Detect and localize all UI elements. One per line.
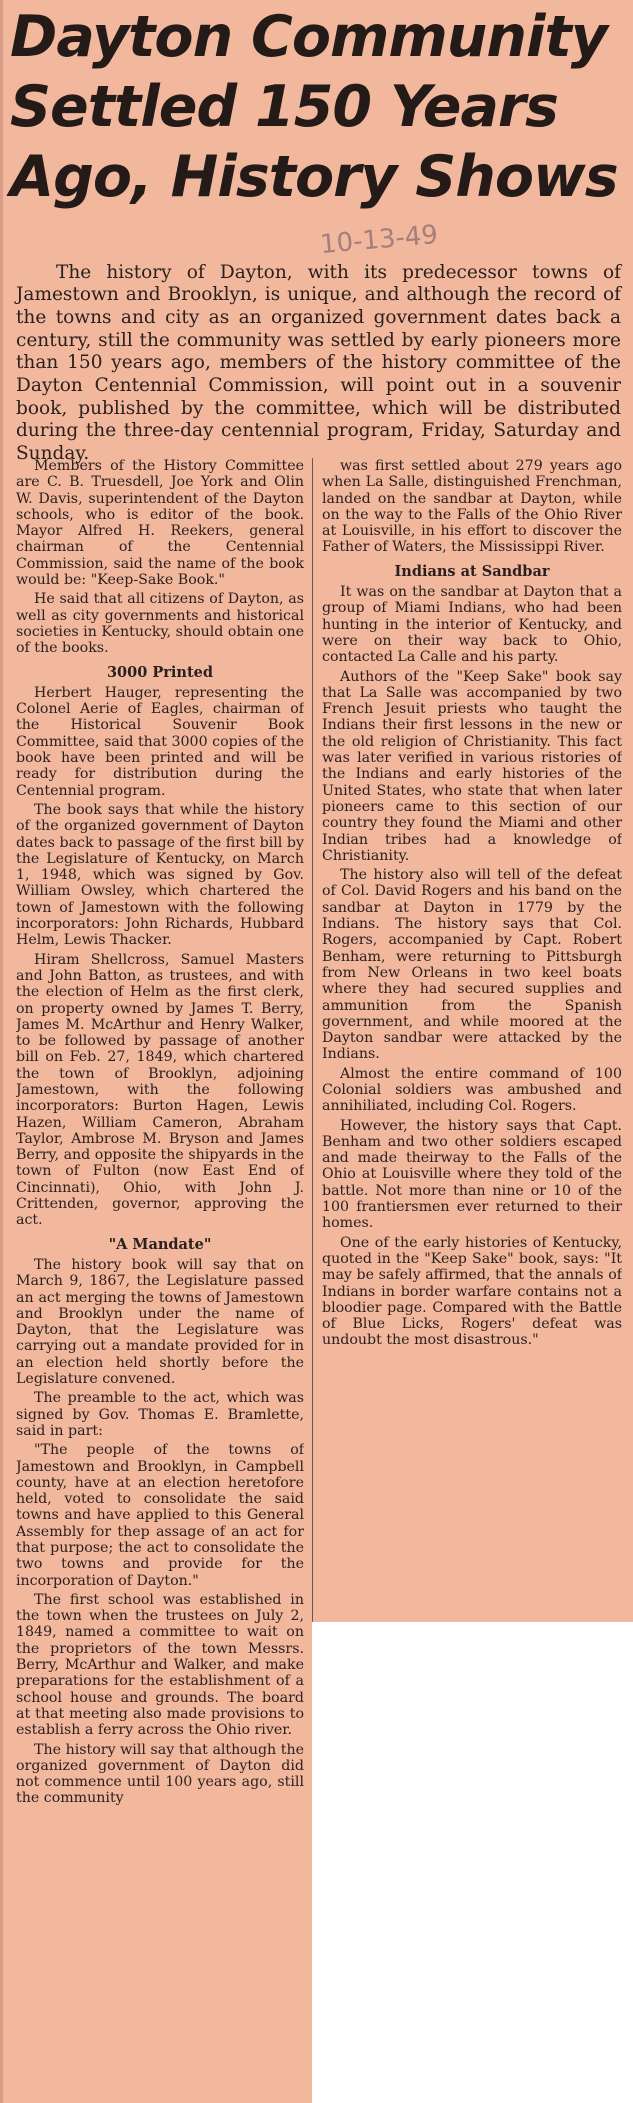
headline [10, 2, 625, 212]
paragraph: was first settled about 279 years ago when La Salle, distinguished Frenchman, landed on the sandbar at Dayton, while on the way to the Falls of the Ohio River at Louisville, in his effort to discover the Father of Waters, the Mississippi River. [322, 458, 622, 556]
paragraph: One of the early histories of Kentucky, quoted in the "Keep Sake" book, says: "It may be safely affirmed, that the annals of Indians in border warfare contains not a bloodier page. Compared with the Battle of Blue Licks, Rogers' defeat was undoubt the most disastrous." [322, 1234, 622, 1349]
subheading: "A Mandate" [108, 1235, 212, 1253]
lead-paragraph: The history of Dayton, with its predecessor towns of Jamestown and Brooklyn, is unique, and although the record of the towns and city as an organized government dates back a century, still the community was settled by early pioneers more than 150 years ago, members of the history committee of the Dayton Centennial Commission, will point out in a souvenir book, published by the committee, which will be distributed during the three-day centennial program, Friday, Saturday and Sunday. [16, 261, 621, 465]
paragraph: The preamble to the act, which was signed by Gov. Thomas E. Bramlette, said in part: [16, 1390, 304, 1439]
paragraph: The history book will say that on March 9, 1867, the Legislature passed an act merging the towns of Jamestown and Brooklyn under the name of Dayton, that the Legislature was carrying out a mandate provided for in an election held shortly before the Legislature convened. [16, 1256, 304, 1388]
paragraph: Herbert Hauger, representing the Colonel Aerie of Eagles, chairman of the Historical Souvenir Book Committee, said that 3000 copies of the book have been printed and will be ready for distribution during the Centennial program. [16, 684, 304, 799]
headline-line: Dayton Community [10, 4, 607, 70]
headline-line: Ago, History Shows [10, 144, 618, 210]
paragraph: Almost the entire command of 100 Colonial soldiers was ambushed and annihiliated, including Col. Rogers. [322, 1065, 622, 1115]
headline-line: Settled 150 Years [10, 74, 558, 140]
paragraph: The history will say that although the organized government of Dayton did not commence until 100 years ago, still the community [16, 1741, 304, 1807]
paragraph: However, the history says that Capt. Benham and two other soldiers escaped and made theirway to the Falls of the Ohio at Louisville where they told of the battle. Not more than nine or 10 of the 100 frantiersmen ever returned to their homes. [322, 1117, 622, 1232]
paragraph: The history also will tell of the defeat of Col. David Rogers and his band on the sandbar at Dayton in 1779 by the Indians. The history says that Col. Rogers, accompanied by Capt. Robert Benham, were returning to Pittsburgh from New Orleans in two keel boats where they had secured supplies and ammunition from the Spanish government, and while moored at the Dayton sandbar were attacked by the Indians. [322, 867, 622, 1063]
paragraph: Authors of the "Keep Sake" book say that La Salle was accompanied by two French Jesuit priests who taught the Indians their first lessons in the new or the old religion of Christianity. This fact was later verified in various ristories of the Indians and early histories of the United States, who state that when later pioneers came to this section of our country they found the Miami and other Indian tribes had a knowledge of Christianity. [322, 668, 622, 864]
paragraph: It was on the sandbar at Dayton that a group of Miami Indians, who had been hunting in the interior of Kentucky, and were on their way back to Ohio, contacted La Calle and his party. [322, 584, 622, 666]
subheading: Indians at Sandbar [394, 562, 550, 580]
paragraph: The book says that while the history of the organized government of Dayton dates back to passage of the first bill by the Legislature of Kentucky, on March 1, 1948, which was signed by Gov. William Owsley, which chartered the town of Jamestown with the following incorporators: John Richards, Hubbard Helm, Lewis Thacker. [16, 801, 304, 949]
paragraph: He said that all citizens of Dayton, as well as city governments and historical societies in Kentucky, should obtain one of the books. [16, 591, 304, 657]
article-column-left [16, 458, 304, 2098]
blank-area [312, 1622, 633, 2103]
handwritten-date: 10-13-49 [318, 219, 440, 261]
article-column-right [322, 458, 622, 1624]
paragraph: The first school was established in the town when the trustees on July 2, 1849, named a committee to wait on the proprietors of the town Messrs. Berry, McArthur and Walker, and make preparations for the establishment of a school house and grounds. The board at that meeting also made provisions to establish a ferry across the Ohio river. [16, 1591, 304, 1739]
clipping-edge [0, 0, 3, 2103]
column-divider [312, 458, 313, 1622]
subheading: 3000 Printed [106, 663, 214, 681]
paragraph: Hiram Shellcross, Samuel Masters and John Batton, as trustees, and with the election of Helm as the first clerk, on property owned by James T. Berry, James M. McArthur and Henry Walker, to be followed by passage of another bill on Feb. 27, 1849, which chartered the town of Brooklyn, adjoining Jamestown, with the following incorporators: Burton Hagen, Lewis Hazen, William Cameron, Abraham Taylor, Ambrose M. Bryson and James Berry, and opposite the shipyards in the town of Fulton (now East End of Cincinnati), Ohio, with John J. Crittenden, governor, approving the act. [16, 951, 304, 1229]
paragraph: "The people of the towns of Jamestown and Brooklyn, in Campbell county, have at an election heretofore held, voted to consolidate the said towns and have applied to this General Assembly for thep assage of an act for that purpose; the act to consolidate the two towns and provide for the incorporation of Dayton." [16, 1442, 304, 1589]
paragraph: Members of the History Committee are C. B. Truesdell, Joe York and Olin W. Davis, superintendent of the Dayton schools, who is editor of the book. Mayor Alfred H. Reekers, general chairman of the Centennial Commission, said the name of the book would be: "Keep-Sake Book." [16, 458, 304, 589]
